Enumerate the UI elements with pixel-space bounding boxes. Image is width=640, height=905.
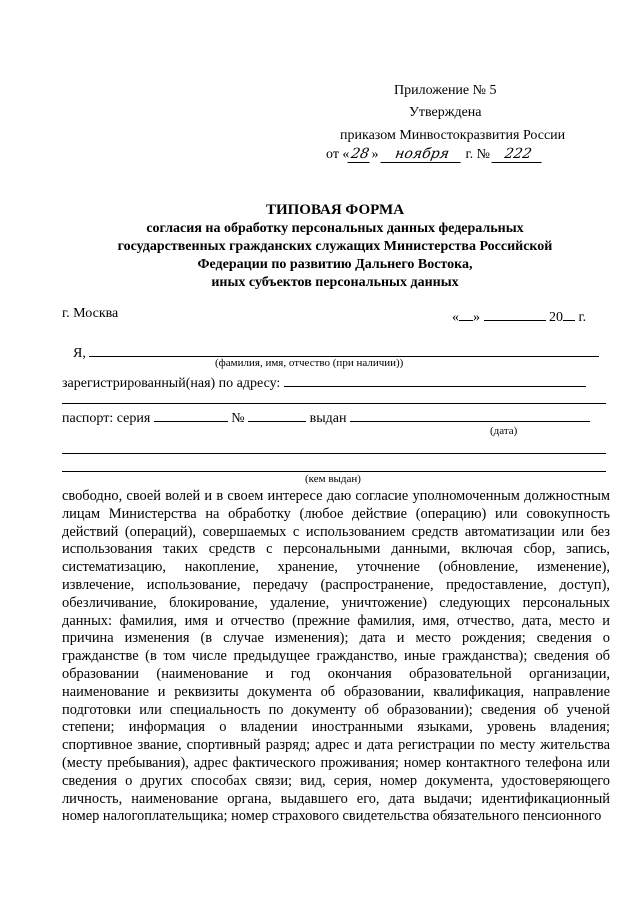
date-mid: » (371, 147, 379, 162)
handwritten-month: ноября (380, 146, 463, 163)
order-date-line (326, 146, 543, 163)
handwritten-day: 28 (348, 146, 373, 163)
main-title: ТИПОВАЯ ФОРМА (265, 202, 405, 218)
name-hint: (фамилия, имя, отчество (при наличии)) (215, 357, 404, 369)
approved-label: Утверждена (409, 105, 482, 120)
address-field[interactable] (284, 372, 586, 387)
title-line: Федерации по развитию Дальнего Востока, (197, 257, 473, 272)
order-label: приказом Минвостокразвития России (340, 128, 566, 143)
issued-label: выдан (309, 411, 347, 426)
address-line (62, 372, 586, 392)
issue-date-field[interactable] (350, 407, 590, 422)
passport-label: паспорт: серия (62, 411, 151, 426)
address-label: зарегистрированный(ная) по адресу: (62, 376, 281, 391)
consent-paragraph: свободно, своей волей и в своем интересе даю согласие уполномоченным должностным лицам Министерства на обработку (любое действие (операцию) или совокупность действий (операций), совершаемых с использованием средств автоматизации или без использования таких средств с персональными данными, включая сбор, запись, систематизацию, накопление, хранение, уточнение (обновление, изменение), извлечение, использование, передачу (распространение, предоставление, доступ), обезличивание, блокирование, удаление, уничтожение) следующих персональных данных: фамилия, имя и отчество (прежние фамилия, имя, отчество, дата, место и причина изменения (в случае изменения); дата и место рождения; сведения о гражданстве (в том числе предыдущее гражданство, иные гражданства); сведения об образовании (наименование и год окончания образовательной организации, наименование и реквизиты документа об образовании, квалификация, направление подготовки или специальность по документу об образовании); сведения об ученой степени; информация о владении иностранными языками, уровень владения; спортивное звание, спортивный разряд; адрес и дата регистрации по месту жительства (месту пребывания), адрес фактического проживания; номер контактного телефона или сведения о других способах связи; вид, серия, номер документа, удостоверяющего личность, наименование органа, выдавшего его, дата выдачи; идентификационный номер налогоплательщика; номер страхового свидетельства обязательного пенсионного (62, 488, 610, 825)
title-line: согласия на обработку персональных данных федеральных (146, 221, 524, 236)
handwritten-order-number: 222 (492, 146, 545, 163)
date-prefix: от « (326, 147, 350, 162)
i-label: Я, (73, 346, 86, 361)
passport-number-field[interactable] (248, 407, 306, 422)
title-line: государственных гражданских служащих Министерства Российской (117, 239, 553, 254)
year-field[interactable] (563, 306, 575, 321)
title-line: иных субъектов персональных данных (211, 275, 459, 290)
passport-number-label: № (231, 411, 245, 426)
issued-by-field-2[interactable] (62, 471, 606, 472)
date-hint: (дата) (490, 425, 518, 437)
city-label: г. Москва (62, 306, 119, 321)
form-date-line: « » 20 г. (452, 306, 586, 326)
month-field[interactable] (484, 306, 546, 321)
issued-by-hint: (кем выдан) (305, 473, 361, 485)
order-number-prefix: г. № (465, 147, 490, 162)
passport-series-field[interactable] (154, 407, 228, 422)
passport-line (62, 407, 590, 427)
issued-by-field[interactable] (62, 453, 606, 454)
appendix-label: Приложение № 5 (394, 83, 497, 98)
full-name-field[interactable] (89, 342, 599, 357)
form-title (60, 201, 610, 292)
address-continuation-field[interactable] (62, 403, 606, 404)
day-field[interactable] (459, 306, 473, 321)
